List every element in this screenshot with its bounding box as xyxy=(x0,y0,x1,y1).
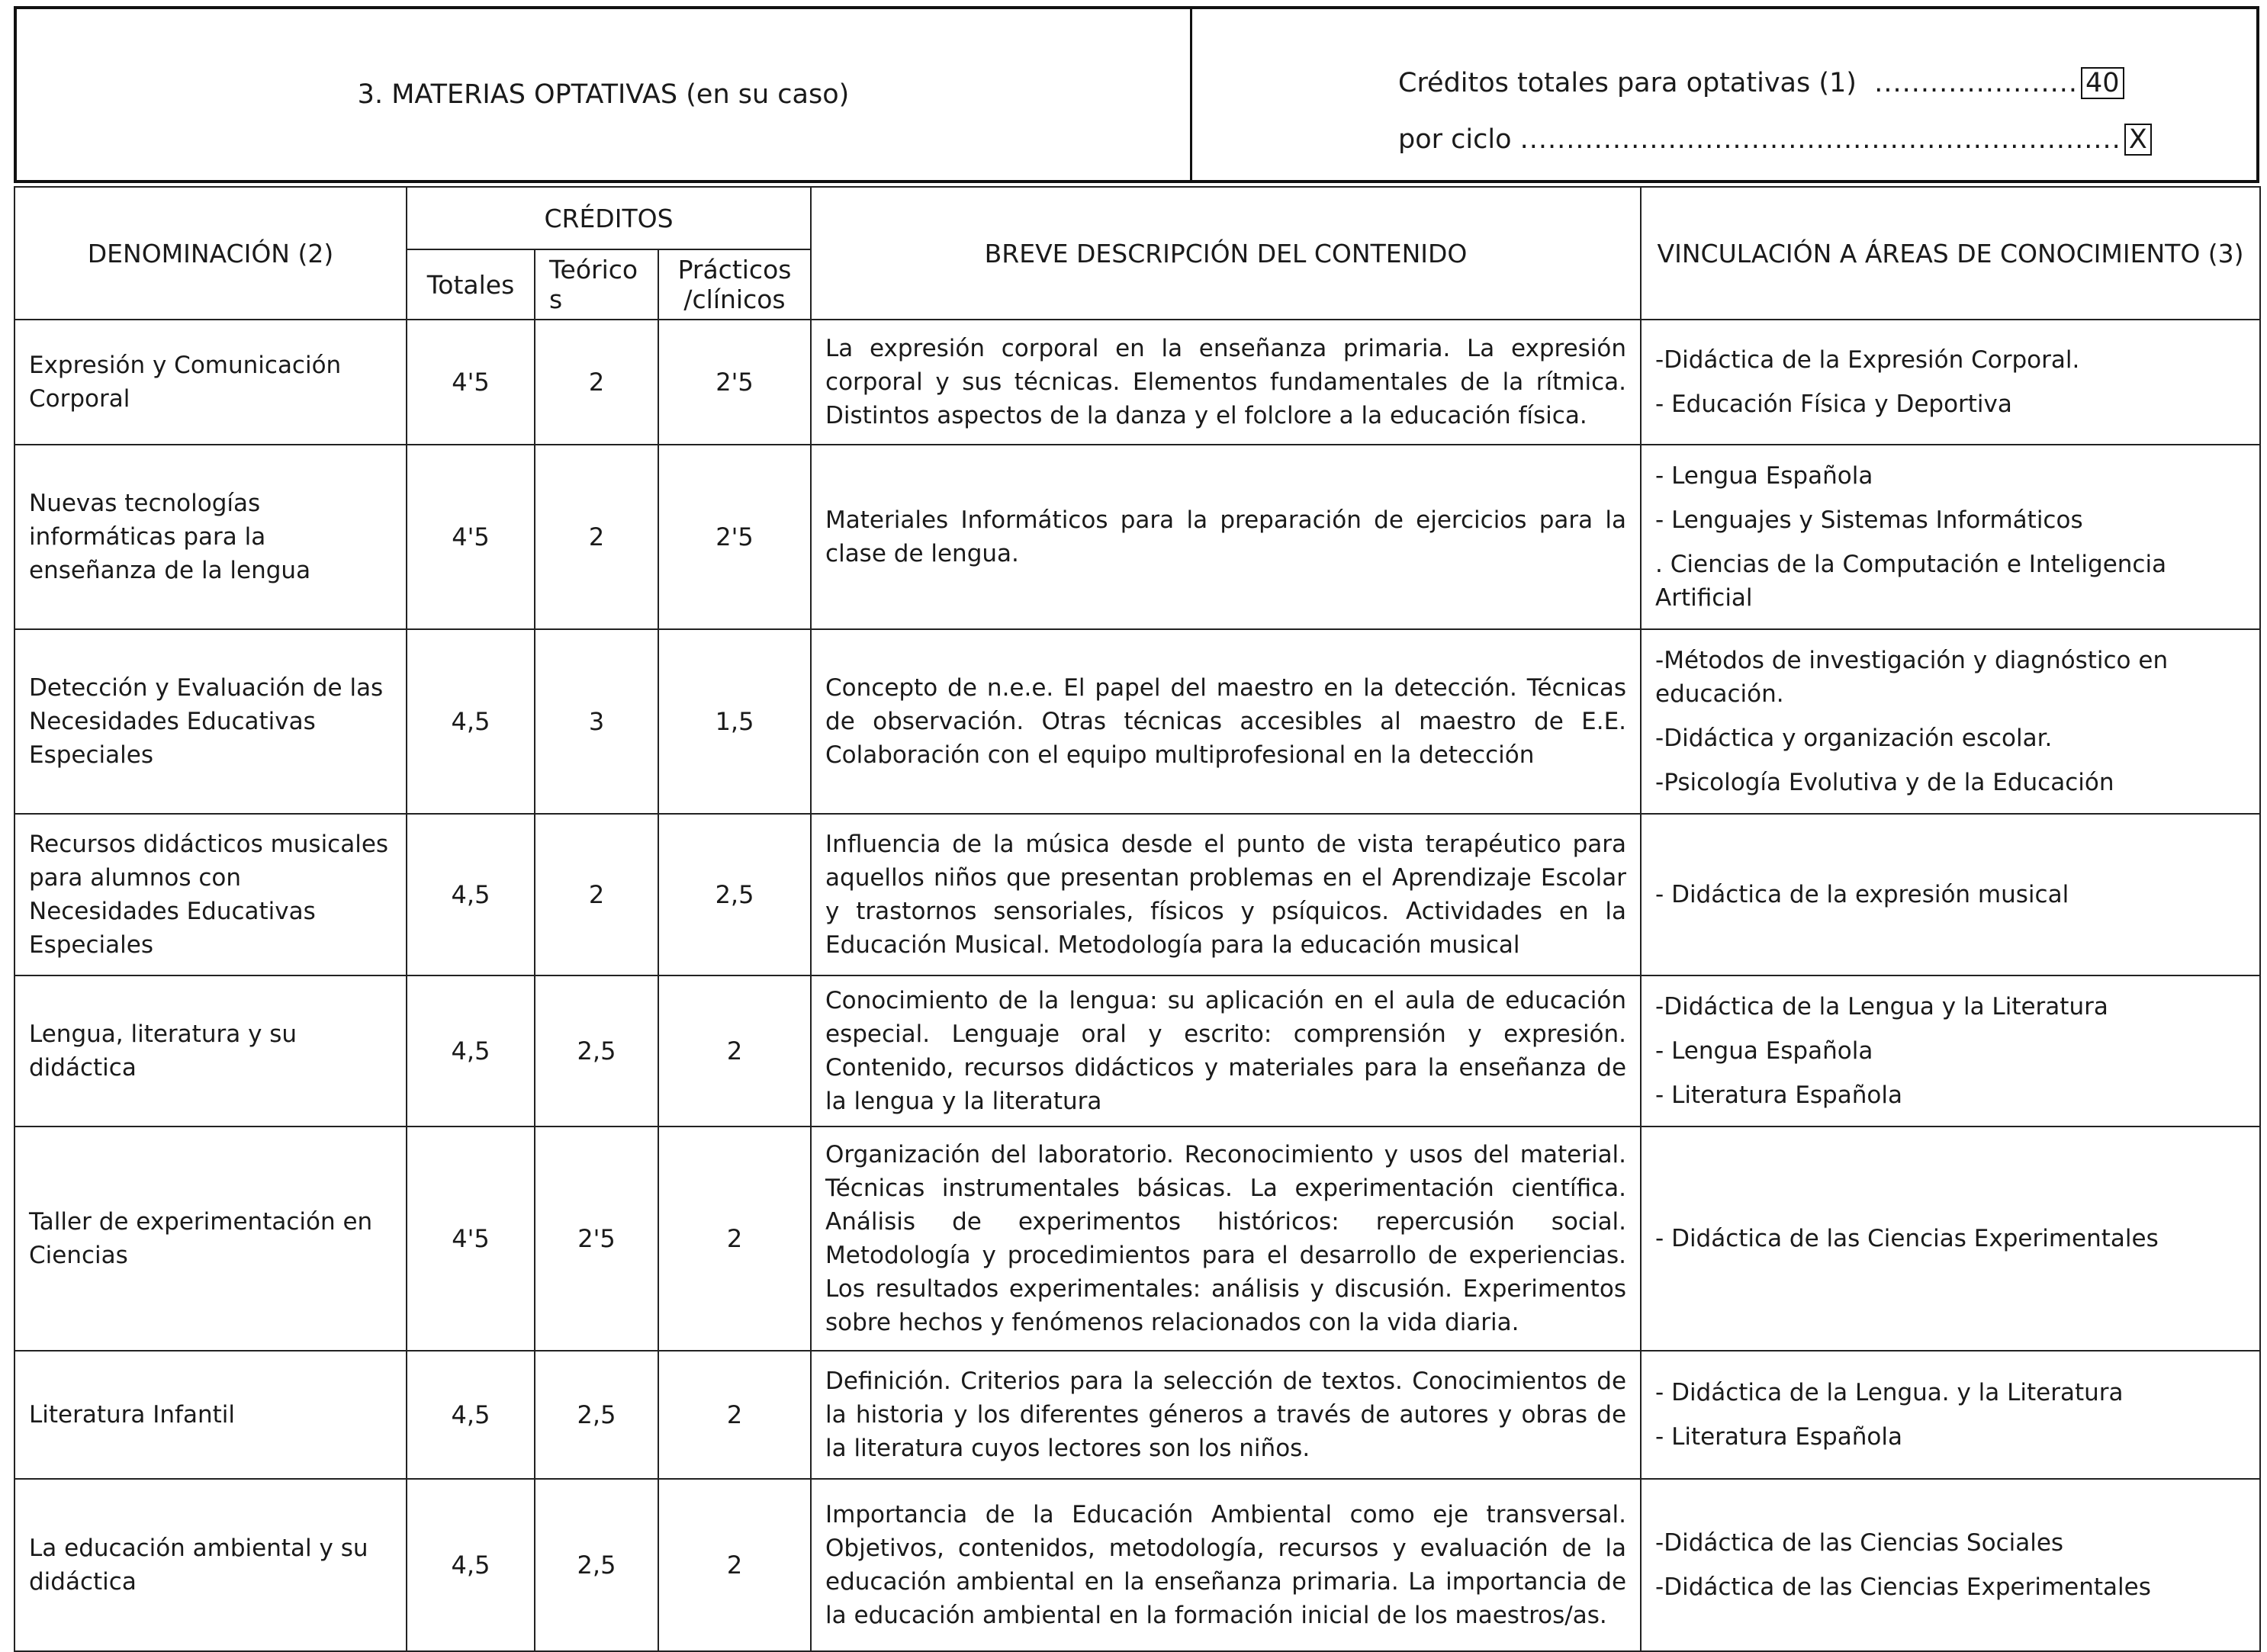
credits-practical: 2'5 xyxy=(658,445,811,629)
subject-name: Recursos didácticos musicales para alumnos con Necesidades Educativas Especiales xyxy=(14,814,407,975)
knowledge-area-item: -Didáctica de la Lengua y la Literatura xyxy=(1655,993,2108,1020)
subject-name: Literatura Infantil xyxy=(14,1351,407,1479)
col-header-totals: Totales xyxy=(407,249,535,320)
credits-theoretical: 2 xyxy=(535,814,658,975)
col-header-practical: Prácticos /clínicos xyxy=(658,249,811,320)
credits-summary xyxy=(1192,9,2256,180)
credits-total-label: Créditos totales para optativas (1) xyxy=(1398,68,1857,98)
credits-theoretical: 2'5 xyxy=(535,1127,658,1351)
credits-practical: 2 xyxy=(658,1127,811,1351)
subject-name: Detección y Evaluación de las Necesidades Educativas Especiales xyxy=(14,629,407,814)
subject-name: Nuevas tecnologías informáticas para la enseñanza de la lengua xyxy=(14,445,407,629)
knowledge-areas xyxy=(1641,814,2260,975)
content-description: La expresión corporal en la enseñanza primaria. La expresión corporal y sus técnicas. Elementos fundamentales de la rítmica. Distintos aspectos de la danza y el folclore a la educación física. xyxy=(811,320,1641,445)
section-header xyxy=(14,6,2259,183)
knowledge-area-item: - Didáctica de la Lengua. y la Literatura xyxy=(1655,1379,2124,1406)
credits-total-value: 40 xyxy=(2081,67,2124,99)
dot-leader: ................................................................. xyxy=(1519,124,2121,155)
subject-name: La educación ambiental y su didáctica xyxy=(14,1479,407,1651)
credits-practical: 2 xyxy=(658,1351,811,1479)
knowledge-area-item: - Lengua Española xyxy=(1655,462,1873,490)
knowledge-areas xyxy=(1641,1127,2260,1351)
knowledge-area-item: -Didáctica de las Ciencias Sociales xyxy=(1655,1529,2064,1557)
credits-totals: 4'5 xyxy=(407,445,535,629)
col-header-theoretical: Teórico s xyxy=(535,249,658,320)
credits-theoretical: 3 xyxy=(535,629,658,814)
credits-practical: 2,5 xyxy=(658,814,811,975)
credits-practical: 2 xyxy=(658,1479,811,1651)
content-description: Materiales Informáticos para la preparación de ejercicios para la clase de lengua. xyxy=(811,445,1641,629)
per-cycle-value: X xyxy=(2124,124,2152,156)
knowledge-area-item: . Ciencias de la Computación e Inteligencia Artificial xyxy=(1655,551,2167,612)
knowledge-areas xyxy=(1641,629,2260,814)
table-row xyxy=(14,1127,2260,1351)
credits-theoretical: 2 xyxy=(535,320,658,445)
knowledge-area-item: -Didáctica de las Ciencias Experimentales xyxy=(1655,1573,2151,1601)
table-row xyxy=(14,814,2260,975)
knowledge-area-item: - Literatura Española xyxy=(1655,1082,1902,1109)
knowledge-areas xyxy=(1641,975,2260,1127)
knowledge-area-item: -Didáctica y organización escolar. xyxy=(1655,725,2053,752)
col-header-credits: CRÉDITOS xyxy=(407,187,811,249)
knowledge-areas xyxy=(1641,320,2260,445)
credits-totals: 4,5 xyxy=(407,629,535,814)
knowledge-area-item: - Educación Física y Deportiva xyxy=(1655,391,2012,418)
credits-theoretical: 2 xyxy=(535,445,658,629)
content-description: Definición. Criterios para la selección de textos. Conocimientos de la historia y los diferentes géneros a través de autores y obras de la literatura cuyos lectores son los niños. xyxy=(811,1351,1641,1479)
table-row xyxy=(14,1479,2260,1651)
table-row xyxy=(14,975,2260,1127)
knowledge-area-item: - Lenguajes y Sistemas Informáticos xyxy=(1655,506,2083,534)
table-row xyxy=(14,1351,2260,1479)
knowledge-area-item: -Didáctica de la Expresión Corporal. xyxy=(1655,346,2080,374)
optional-subjects-table xyxy=(14,186,2261,1652)
credits-practical: 2'5 xyxy=(658,320,811,445)
table-row xyxy=(14,320,2260,445)
subject-name: Expresión y Comunicación Corporal xyxy=(14,320,407,445)
knowledge-area-item: - Lengua Española xyxy=(1655,1037,1873,1065)
knowledge-area-item: -Psicología Evolutiva y de la Educación xyxy=(1655,769,2114,796)
credits-totals: 4,5 xyxy=(407,1479,535,1651)
credits-practical: 2 xyxy=(658,975,811,1127)
knowledge-area-item: - Didáctica de las Ciencias Experimentales xyxy=(1655,1225,2159,1252)
credits-totals: 4,5 xyxy=(407,814,535,975)
col-header-description: BREVE DESCRIPCIÓN DEL CONTENIDO xyxy=(811,187,1641,320)
content-description: Influencia de la música desde el punto de vista terapéutico para aquellos niños que presentan problemas en el Aprendizaje Escolar y trastornos sensoriales, físicos y psíquicos. Actividades en la Educación Musical. Metodología para la educación musical xyxy=(811,814,1641,975)
content-description: Importancia de la Educación Ambiental como eje transversal. Objetivos, contenidos, metodología, recursos y evaluación de la educación ambiental en la enseñanza primaria. La importancia de la educación ambiental en la formación inicial de los maestros/as. xyxy=(811,1479,1641,1651)
credits-theoretical: 2,5 xyxy=(535,1351,658,1479)
knowledge-areas xyxy=(1641,445,2260,629)
knowledge-areas xyxy=(1641,1351,2260,1479)
credits-practical: 1,5 xyxy=(658,629,811,814)
credits-theoretical: 2,5 xyxy=(535,1479,658,1651)
credits-totals: 4'5 xyxy=(407,1127,535,1351)
section-title: 3. MATERIAS OPTATIVAS (en su caso) xyxy=(17,9,1192,180)
credits-totals: 4,5 xyxy=(407,1351,535,1479)
content-description: Organización del laboratorio. Reconocimiento y usos del material. Técnicas instrumentales básicas. La experimentación científica. Análisis de experimentos históricos: repercusión social. Metodología y procedimientos para el desarrollo de experiencias. Los resultados experimentales: análisis y discusión. Experimentos sobre hechos y fenómenos relacionados con la vida diaria. xyxy=(811,1127,1641,1351)
credits-theoretical: 2,5 xyxy=(535,975,658,1127)
credits-totals: 4,5 xyxy=(407,975,535,1127)
table-row xyxy=(14,445,2260,629)
table-row xyxy=(14,629,2260,814)
dot-leader: ...................... xyxy=(1865,68,2078,98)
subject-name: Lengua, literatura y su didáctica xyxy=(14,975,407,1127)
credits-totals: 4'5 xyxy=(407,320,535,445)
subject-name: Taller de experimentación en Ciencias xyxy=(14,1127,407,1351)
knowledge-area-item: - Didáctica de la expresión musical xyxy=(1655,881,2069,908)
col-header-name: DENOMINACIÓN (2) xyxy=(14,187,407,320)
knowledge-area-item: -Métodos de investigación y diagnóstico en educación. xyxy=(1655,647,2169,708)
knowledge-area-item: - Literatura Española xyxy=(1655,1423,1902,1451)
per-cycle-line xyxy=(1398,111,2256,168)
col-header-areas: VINCULACIÓN A ÁREAS DE CONOCIMIENTO (3) xyxy=(1641,187,2260,320)
knowledge-areas xyxy=(1641,1479,2260,1651)
content-description: Conocimiento de la lengua: su aplicación en el aula de educación especial. Lenguaje oral y escrito: comprensión y expresión. Contenido, recursos didácticos y materiales para la enseñanza de la lengua y la literatura xyxy=(811,975,1641,1127)
content-description: Concepto de n.e.e. El papel del maestro en la detección. Técnicas de observación. Otras técnicas accesibles al maestro de E.E. Colaboración con el equipo multiprofesional en la detección xyxy=(811,629,1641,814)
credits-total-line xyxy=(1398,55,2256,111)
per-cycle-label: por ciclo xyxy=(1398,124,1512,155)
